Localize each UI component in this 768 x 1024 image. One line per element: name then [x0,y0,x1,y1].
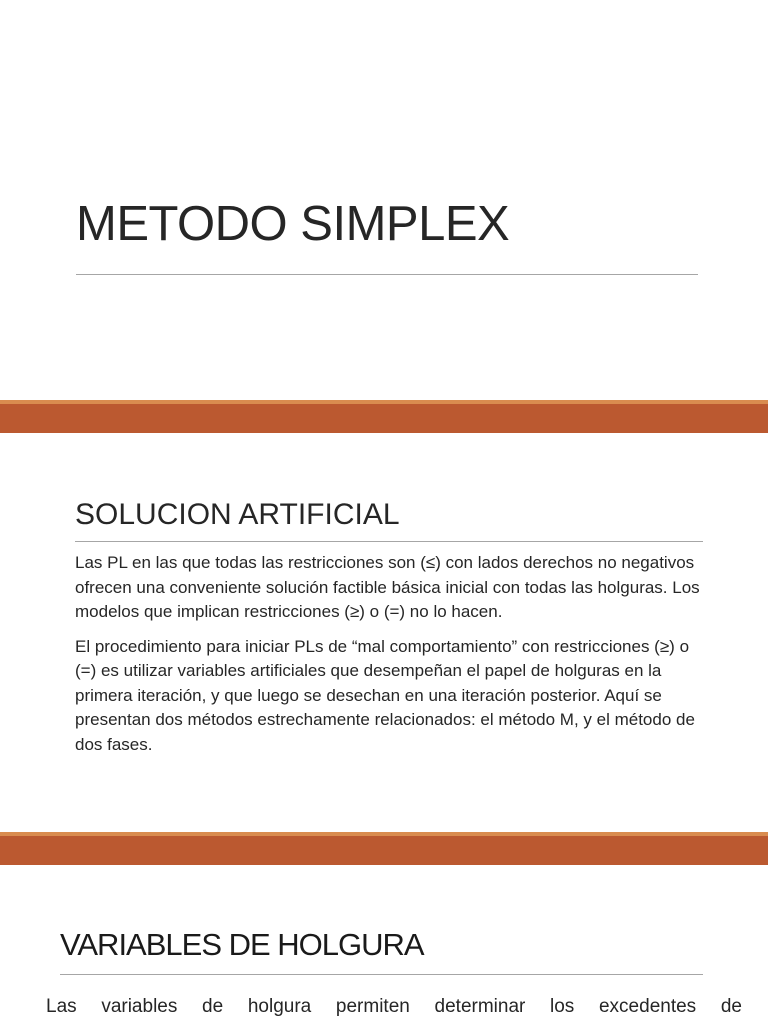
title-underline [75,541,703,542]
slide-metodo-simplex [0,0,768,400]
body-paragraph: Las PL en las que todas las restricciones son (≤) con lados derechos no negativos ofrecen una conveniente solución factible básica inicial con todas las holguras. Los modelos que implican restricciones (≥) o (=) no lo hacen. [75,553,700,621]
slide-title: METODO SIMPLEX [76,197,510,251]
slide-variables-de-holgura [0,865,768,1024]
slide-solucion-artificial [0,433,768,832]
slide-title: SOLUCION ARTIFICIAL [75,498,400,531]
body-paragraph: Las variables de holgura permiten determinar los excedentes de [46,996,742,1017]
slide-body [75,551,703,767]
title-underline [76,274,698,275]
slide-divider-band [0,400,768,433]
slide-title: VARIABLES DE HOLGURA [60,927,424,962]
title-underline [60,974,703,975]
body-paragraph: El procedimiento para iniciar PLs de “mal comportamiento” con restricciones (≥) o (=) es utilizar variables artificiales que desempeñan el papel de holguras en la primera iteración, y que luego se desechan en una iteración posterior. Aquí se presentan dos métodos estrechamente relacionados: el método M, y el método de dos fases. [75,636,695,754]
slide-divider-band [0,832,768,865]
